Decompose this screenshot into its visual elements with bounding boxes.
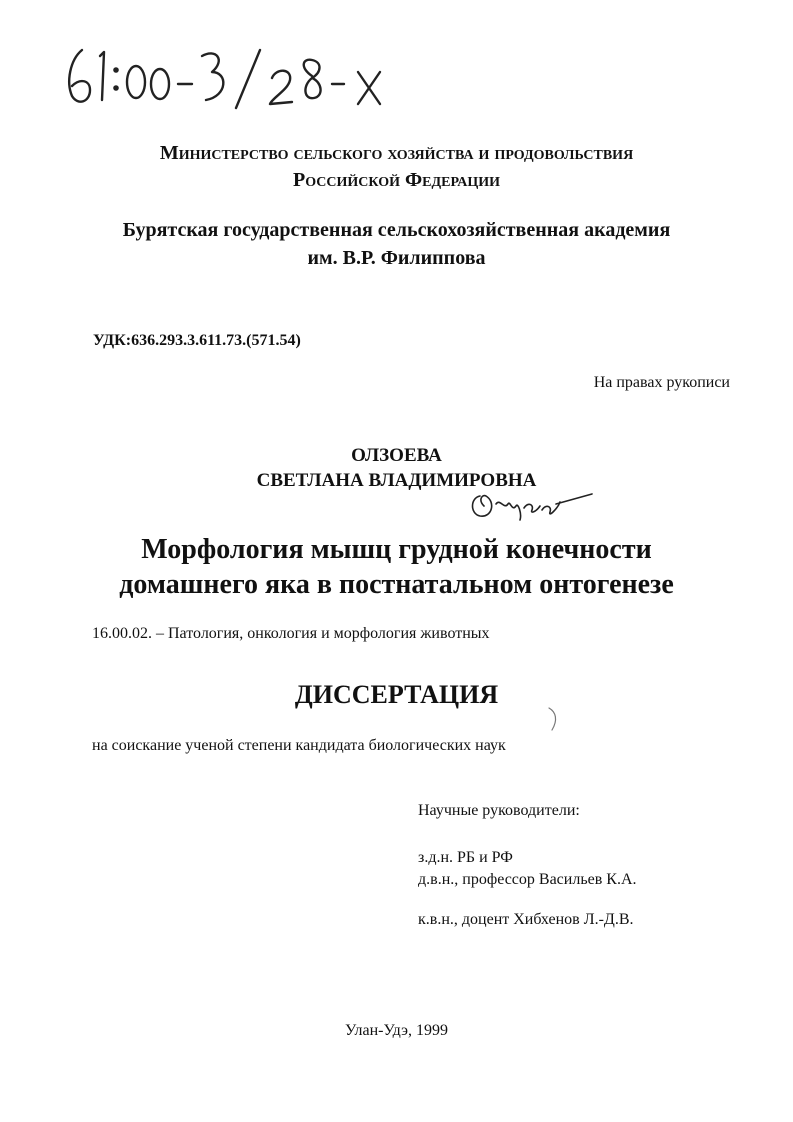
academy-heading (0, 216, 793, 272)
degree-statement: на соискание ученой степени кандидата биологических наук (92, 737, 506, 754)
pencil-mark (546, 706, 560, 734)
specialty-code: 16.00.02. – Патология, онкология и морфология животных (92, 625, 490, 642)
academy-line-1: Бурятская государственная сельскохозяйственная академия (122, 219, 671, 241)
udk-code: УДК:636.293.3.611.73.(571.54) (93, 332, 301, 349)
author-surname: ОЛЗОЕВА (351, 445, 442, 466)
academy-line-2: им. В.Р. Филиппова (307, 247, 486, 269)
rights-notice: На правах рукописи (593, 374, 730, 391)
document-type: ДИССЕРТАЦИЯ (294, 680, 499, 709)
signature (466, 484, 596, 524)
supervisor-entry: к.в.н., доцент Хибхенов Л.-Д.В. (418, 911, 634, 928)
place-and-year: Улан-Удэ, 1999 (345, 1022, 448, 1039)
title-line-2: домашнего яка в постнатальном онтогенезе (119, 569, 674, 600)
supervisors-heading: Научные руководители: (418, 802, 580, 819)
ministry-heading (0, 140, 793, 194)
dissertation-title (0, 532, 793, 602)
supervisor-entry: з.д.н. РБ и РФ (418, 849, 513, 866)
supervisors-block (418, 800, 637, 931)
author-name (0, 443, 793, 493)
ministry-line-2: Российской Федерации (293, 169, 500, 191)
author-given-names: СВЕТЛАНА ВЛАДИМИРОВНА (256, 470, 537, 491)
ministry-line-1: Министерство сельского хозяйства и продовольствия (159, 142, 634, 164)
title-line-1: Морфология мышц грудной конечности (141, 534, 652, 565)
supervisor-entry: д.в.н., профессор Васильев К.А. (418, 871, 637, 888)
handwritten-archive-number (60, 42, 390, 112)
